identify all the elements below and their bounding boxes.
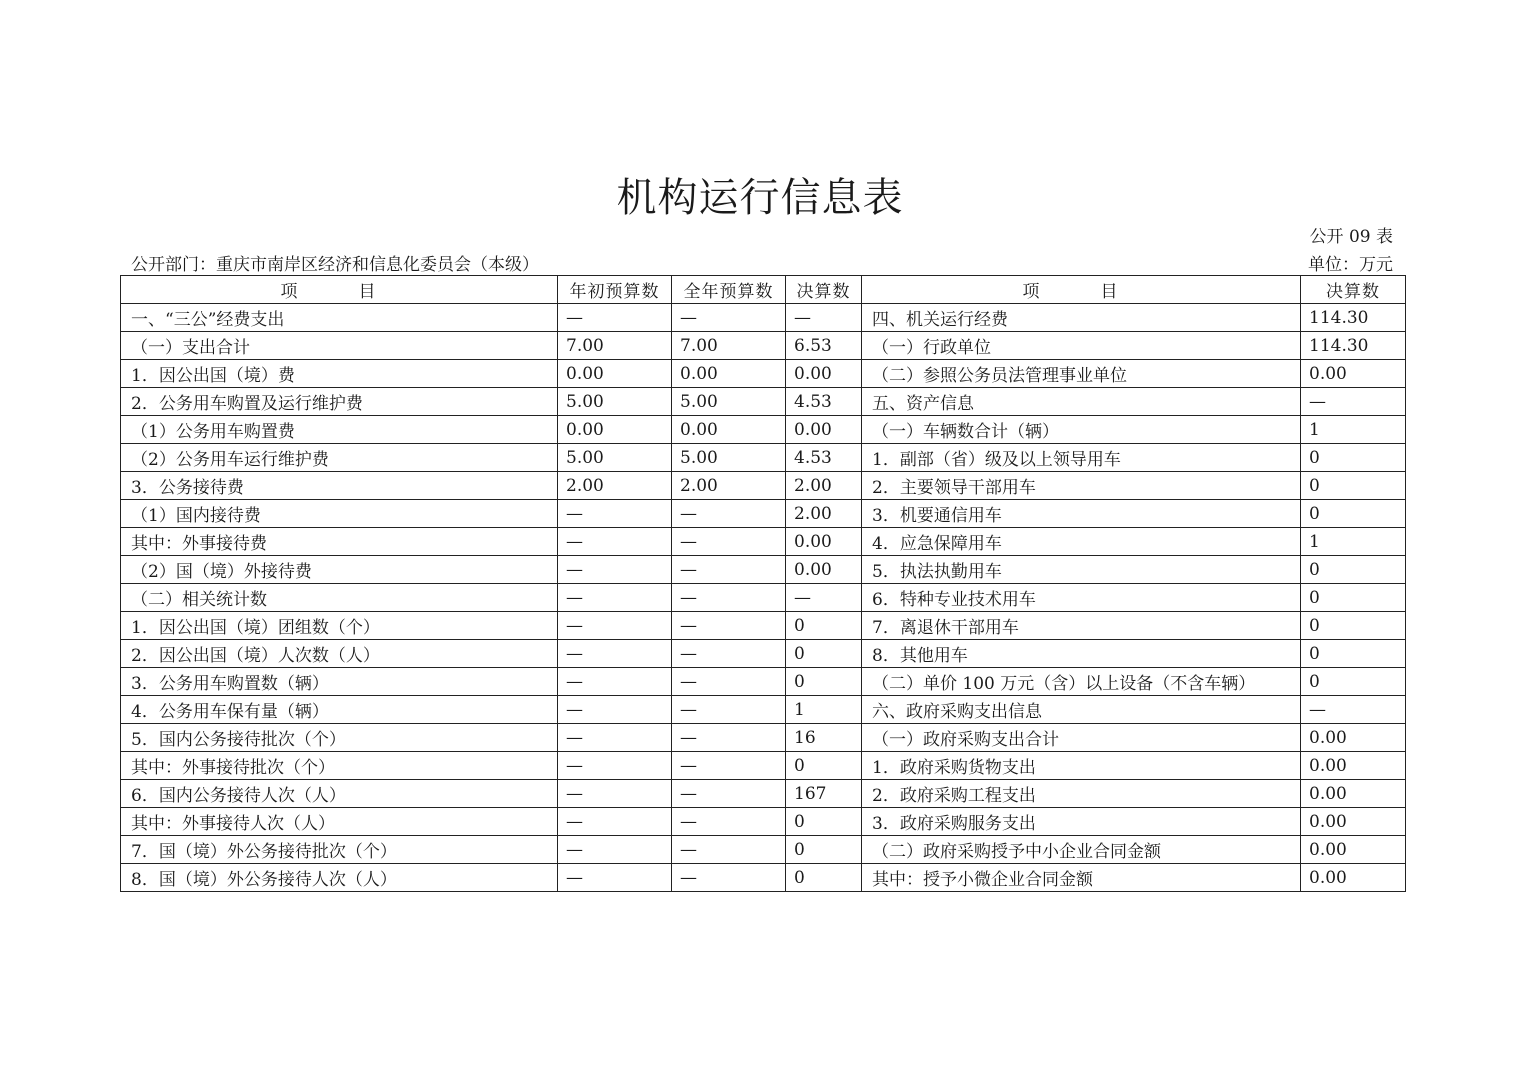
cell-final-amount-left: 0 (786, 836, 862, 864)
cell-left-item: 4．公务用车保有量（辆） (121, 696, 558, 724)
cell-final-amount-right: 0.00 (1301, 836, 1406, 864)
form-number: 公开 09 表 (1309, 227, 1393, 247)
cell-left-item: 6．国内公务接待人次（人） (121, 780, 558, 808)
cell-left-item: 5．国内公务接待批次（个） (121, 724, 558, 752)
cell-initial-budget: — (558, 808, 672, 836)
cell-full-year-budget: 0.00 (672, 416, 786, 444)
cell-final-amount-right: 114.30 (1301, 332, 1406, 360)
cell-right-item: 四、机关运行经费 (862, 304, 1301, 332)
cell-full-year-budget: 0.00 (672, 360, 786, 388)
cell-final-amount-right: 0 (1301, 556, 1406, 584)
table-header-row (121, 276, 1406, 304)
table-row (121, 360, 1406, 388)
cell-final-amount-right: 0.00 (1301, 808, 1406, 836)
cell-left-item: 其中：外事接待费 (121, 528, 558, 556)
cell-final-amount-right: 0.00 (1301, 360, 1406, 388)
cell-left-item: 1．因公出国（境）团组数（个） (121, 612, 558, 640)
cell-final-amount-left: 0 (786, 612, 862, 640)
cell-left-item: （2）国（境）外接待费 (121, 556, 558, 584)
cell-full-year-budget: — (672, 808, 786, 836)
cell-full-year-budget: — (672, 668, 786, 696)
cell-right-item: 五、资产信息 (862, 388, 1301, 416)
cell-left-item: 7．国（境）外公务接待批次（个） (121, 836, 558, 864)
cell-initial-budget: — (558, 640, 672, 668)
cell-initial-budget: 0.00 (558, 360, 672, 388)
table-row (121, 304, 1406, 332)
table-row (121, 640, 1406, 668)
cell-left-item: 2．公务用车购置及运行维护费 (121, 388, 558, 416)
table-row (121, 416, 1406, 444)
table-row (121, 556, 1406, 584)
cell-right-item: （二）参照公务员法管理事业单位 (862, 360, 1301, 388)
cell-full-year-budget: — (672, 584, 786, 612)
cell-full-year-budget: — (672, 780, 786, 808)
cell-initial-budget: — (558, 528, 672, 556)
cell-final-amount-right: 114.30 (1301, 304, 1406, 332)
cell-full-year-budget: — (672, 752, 786, 780)
table-row (121, 528, 1406, 556)
cell-final-amount-left: 0 (786, 640, 862, 668)
cell-final-amount-right: 0.00 (1301, 724, 1406, 752)
cell-initial-budget: — (558, 584, 672, 612)
cell-right-item: （一）车辆数合计（辆） (862, 416, 1301, 444)
cell-right-item: 3．政府采购服务支出 (862, 808, 1301, 836)
cell-right-item: 6．特种专业技术用车 (862, 584, 1301, 612)
table-row (121, 808, 1406, 836)
cell-right-item: 2．政府采购工程支出 (862, 780, 1301, 808)
cell-final-amount-left: — (786, 304, 862, 332)
cell-full-year-budget: — (672, 500, 786, 528)
cell-initial-budget: — (558, 500, 672, 528)
table-row (121, 612, 1406, 640)
cell-right-item: 4．应急保障用车 (862, 528, 1301, 556)
cell-initial-budget: 7.00 (558, 332, 672, 360)
cell-final-amount-left: 0 (786, 752, 862, 780)
cell-initial-budget: — (558, 556, 672, 584)
table-row (121, 780, 1406, 808)
cell-final-amount-right: 0 (1301, 444, 1406, 472)
cell-initial-budget: — (558, 752, 672, 780)
cell-final-amount-right: 0 (1301, 668, 1406, 696)
cell-final-amount-left: 0.00 (786, 528, 862, 556)
cell-final-amount-right: — (1301, 696, 1406, 724)
table-row (121, 752, 1406, 780)
cell-left-item: （2）公务用车运行维护费 (121, 444, 558, 472)
cell-full-year-budget: — (672, 556, 786, 584)
cell-final-amount-left: 0 (786, 864, 862, 892)
cell-full-year-budget: — (672, 304, 786, 332)
cell-initial-budget: 5.00 (558, 388, 672, 416)
cell-final-amount-right: 1 (1301, 528, 1406, 556)
table-row (121, 724, 1406, 752)
header-initial-budget: 年初预算数 (558, 276, 672, 304)
table-row (121, 864, 1406, 892)
cell-right-item: 其中：授予小微企业合同金额 (862, 864, 1301, 892)
cell-left-item: 2．因公出国（境）人次数（人） (121, 640, 558, 668)
cell-full-year-budget: — (672, 724, 786, 752)
cell-initial-budget: 2.00 (558, 472, 672, 500)
cell-final-amount-right: — (1301, 388, 1406, 416)
cell-full-year-budget: 7.00 (672, 332, 786, 360)
cell-initial-budget: — (558, 780, 672, 808)
cell-left-item: 其中：外事接待人次（人） (121, 808, 558, 836)
cell-final-amount-left: 1 (786, 696, 862, 724)
cell-full-year-budget: — (672, 836, 786, 864)
cell-full-year-budget: 5.00 (672, 388, 786, 416)
cell-final-amount-left: 0.00 (786, 556, 862, 584)
cell-final-amount-left: 0.00 (786, 416, 862, 444)
cell-final-amount-left: 6.53 (786, 332, 862, 360)
cell-right-item: （一）政府采购支出合计 (862, 724, 1301, 752)
table-row (121, 500, 1406, 528)
cell-final-amount-left: 4.53 (786, 444, 862, 472)
table-row (121, 668, 1406, 696)
header-item-left: 项 目 (121, 276, 558, 304)
cell-right-item: 2．主要领导干部用车 (862, 472, 1301, 500)
cell-final-amount-right: 0.00 (1301, 780, 1406, 808)
cell-left-item: 8．国（境）外公务接待人次（人） (121, 864, 558, 892)
table-row (121, 472, 1406, 500)
cell-full-year-budget: — (672, 612, 786, 640)
cell-full-year-budget: — (672, 696, 786, 724)
cell-full-year-budget: — (672, 864, 786, 892)
info-table (120, 275, 1406, 892)
cell-final-amount-left: 2.00 (786, 472, 862, 500)
cell-final-amount-right: 0.00 (1301, 864, 1406, 892)
cell-final-amount-left: 2.00 (786, 500, 862, 528)
header-final-amount-left: 决算数 (786, 276, 862, 304)
cell-right-item: 7．离退休干部用车 (862, 612, 1301, 640)
cell-full-year-budget: 5.00 (672, 444, 786, 472)
cell-full-year-budget: 2.00 (672, 472, 786, 500)
cell-right-item: （二）政府采购授予中小企业合同金额 (862, 836, 1301, 864)
cell-initial-budget: — (558, 724, 672, 752)
header-item-right: 项 目 (862, 276, 1301, 304)
table-row (121, 584, 1406, 612)
cell-left-item: （一）支出合计 (121, 332, 558, 360)
cell-final-amount-left: 16 (786, 724, 862, 752)
cell-final-amount-right: 0.00 (1301, 752, 1406, 780)
cell-final-amount-right: 0 (1301, 584, 1406, 612)
cell-initial-budget: 5.00 (558, 444, 672, 472)
cell-initial-budget: — (558, 696, 672, 724)
header-full-year-budget: 全年预算数 (672, 276, 786, 304)
cell-left-item: （1）国内接待费 (121, 500, 558, 528)
cell-left-item: 3．公务用车购置数（辆） (121, 668, 558, 696)
page-title: 机构运行信息表 (616, 175, 904, 221)
cell-left-item: 一、“三公”经费支出 (121, 304, 558, 332)
table-row (121, 836, 1406, 864)
cell-final-amount-left: 0.00 (786, 360, 862, 388)
cell-initial-budget: — (558, 612, 672, 640)
cell-initial-budget: — (558, 668, 672, 696)
cell-right-item: 六、政府采购支出信息 (862, 696, 1301, 724)
cell-initial-budget: 0.00 (558, 416, 672, 444)
cell-final-amount-right: 1 (1301, 416, 1406, 444)
cell-final-amount-right: 0 (1301, 500, 1406, 528)
cell-left-item: （二）相关统计数 (121, 584, 558, 612)
cell-final-amount-left: 0 (786, 808, 862, 836)
cell-final-amount-right: 0 (1301, 640, 1406, 668)
cell-final-amount-left: 167 (786, 780, 862, 808)
table-row (121, 332, 1406, 360)
cell-right-item: 1．政府采购货物支出 (862, 752, 1301, 780)
cell-final-amount-left: 0 (786, 668, 862, 696)
cell-right-item: （二）单价 100 万元（含）以上设备（不含车辆） (862, 668, 1301, 696)
cell-right-item: 8．其他用车 (862, 640, 1301, 668)
table-body (121, 304, 1406, 892)
cell-final-amount-left: 4.53 (786, 388, 862, 416)
cell-left-item: 其中：外事接待批次（个） (121, 752, 558, 780)
cell-left-item: 1．因公出国（境）费 (121, 360, 558, 388)
cell-right-item: 1．副部（省）级及以上领导用车 (862, 444, 1301, 472)
cell-full-year-budget: — (672, 528, 786, 556)
cell-initial-budget: — (558, 304, 672, 332)
department-label: 公开部门：重庆市南岸区经济和信息化委员会（本级） (131, 255, 539, 275)
cell-right-item: 5．执法执勤用车 (862, 556, 1301, 584)
table-row (121, 388, 1406, 416)
cell-initial-budget: — (558, 836, 672, 864)
cell-right-item: 3．机要通信用车 (862, 500, 1301, 528)
cell-left-item: 3．公务接待费 (121, 472, 558, 500)
cell-left-item: （1）公务用车购置费 (121, 416, 558, 444)
cell-full-year-budget: — (672, 640, 786, 668)
table-row (121, 696, 1406, 724)
cell-right-item: （一）行政单位 (862, 332, 1301, 360)
cell-initial-budget: — (558, 864, 672, 892)
cell-final-amount-right: 0 (1301, 472, 1406, 500)
header-final-amount-right: 决算数 (1301, 276, 1406, 304)
table-row (121, 444, 1406, 472)
unit-label: 单位：万元 (1308, 255, 1393, 275)
cell-final-amount-right: 0 (1301, 612, 1406, 640)
cell-final-amount-left: — (786, 584, 862, 612)
